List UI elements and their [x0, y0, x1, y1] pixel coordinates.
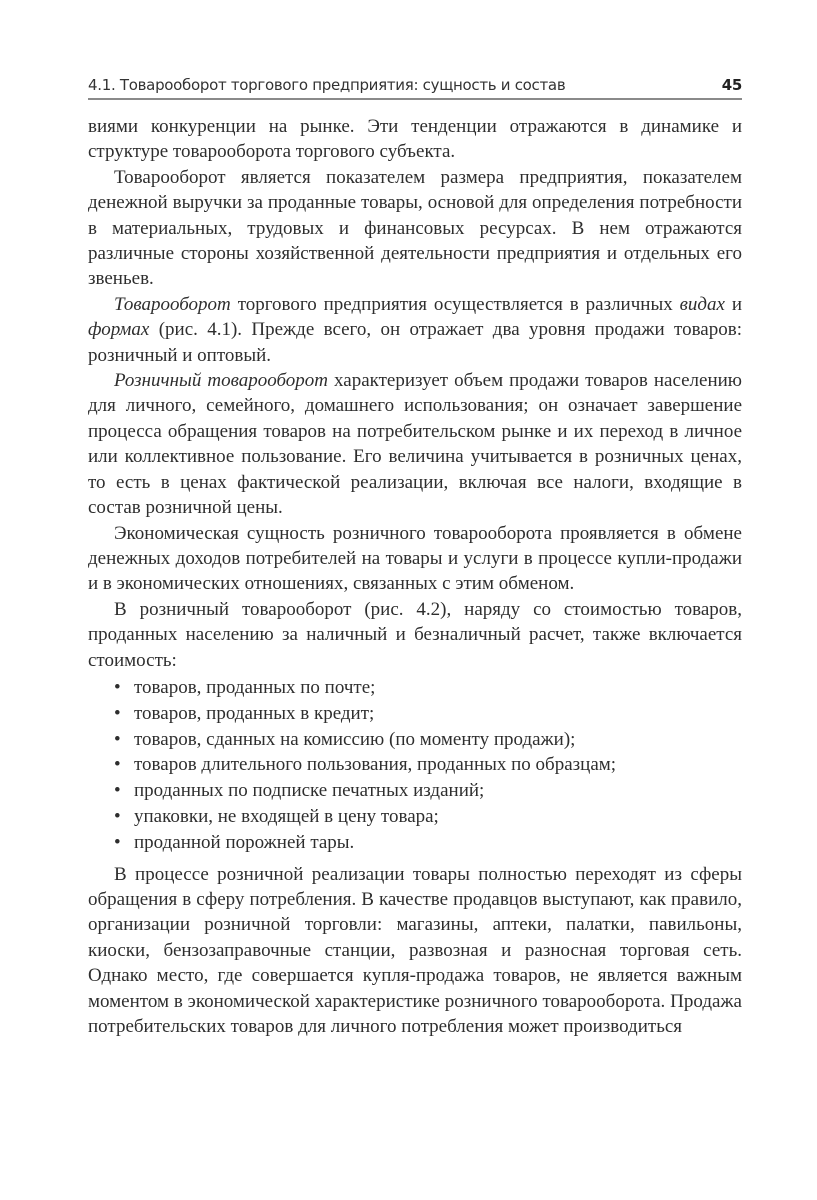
emphasis-term: видах	[679, 293, 725, 315]
paragraph-continuation: виями конкуренции на рынке. Эти тенденции отражаются в динамике и структуре товарооборота торгового субъекта.	[88, 116, 742, 163]
emphasis-term: Розничный товарооборот	[114, 370, 328, 392]
book-page	[88, 76, 742, 1039]
list-item: • товаров, сданных на комиссию (по моменту продажи);	[114, 727, 742, 753]
paragraph-retail-process: В процессе розничной реализации товары полностью переходят из сферы обращения в сферу потребления. В качестве продавцов выступают, как правило, организации розничной торговли: магазины, аптеки, палатки, павильоны, киоски, бензозаправочные станции, развозная и разносная торговая сеть. Однако место, где совершается купля-продажа товаров, не является важным моментом в экономической характеристике розничного товарооборота. Продажа потребительских товаров для личного потребления может производиться	[88, 863, 742, 1037]
page-number: 45	[721, 76, 742, 94]
list-item: • товаров, проданных в кредит;	[114, 701, 742, 727]
list-item: • товаров, проданных по почте;	[114, 675, 742, 701]
paragraph-turnover-indicator: Товарооборот является показателем размера предприятия, показателем денежной выручки за проданные товары, основой для определения потребности в материальных, трудовых и финансовых ресурсах. В нем отражаются различные стороны хозяйственной деятельности предприятия и отдельных его звеньев.	[88, 166, 742, 290]
body-text	[88, 114, 742, 1039]
section-title: 4.1. Товарооборот торгового предприятия: сущность и состав	[88, 76, 566, 94]
paragraph-turnover-forms: Товарооборот торгового предприятия осуществляется в различных видах и формах (рис. 4.1). Прежде всего, он отражает два уровня продажи товаров: розничный и оптовый.	[88, 293, 742, 366]
emphasis-term: Товарооборот	[114, 293, 231, 315]
list-item: • товаров длительного пользования, проданных по образцам;	[114, 752, 742, 778]
paragraph-economic-essence: Экономическая сущность розничного товарооборота проявляется в обмене денежных доходов потребителей на товары и услуги в процессе купли-продажи и в экономических отношениях, связанных с этим обменом.	[88, 522, 742, 595]
list-item: • упаковки, не входящей в цену товара;	[114, 804, 742, 830]
bullet-list	[88, 675, 742, 856]
list-item: • проданной порожней тары.	[114, 830, 742, 856]
running-header	[88, 76, 742, 100]
list-item: • проданных по подписке печатных изданий;	[114, 778, 742, 804]
paragraph-retail-includes: В розничный товарооборот (рис. 4.2), наряду со стоимостью товаров, проданных населению за наличный и безналичный расчет, также включается стоимость:	[88, 598, 742, 671]
emphasis-term: формах	[88, 319, 150, 341]
paragraph-retail-definition: Розничный товарооборот характеризует объем продажи товаров населению для личного, семейного, домашнего использования; он означает завершение процесса обращения товаров на потребительском рынке и их переход в личное или коллективное пользование. Его величина учитывается в розничных ценах, то есть в ценах фактической реализации, включая все налоги, входящие в состав розничной цены.	[88, 370, 742, 519]
